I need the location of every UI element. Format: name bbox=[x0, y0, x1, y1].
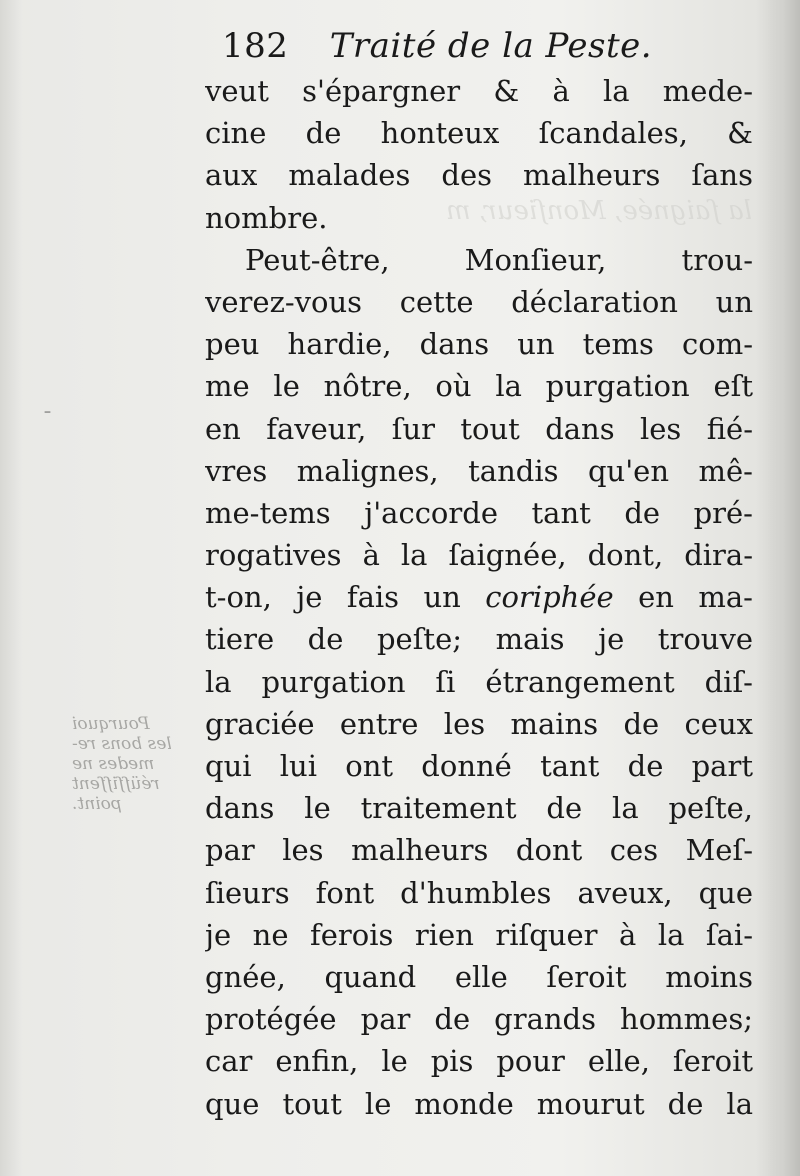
text-line: veut s'épargner & à la mede- bbox=[205, 74, 753, 108]
show-through-note-line: Pourquoi bbox=[72, 714, 150, 734]
text-run: en ma- bbox=[613, 580, 753, 615]
show-through-margin-note bbox=[72, 714, 192, 814]
text-line: peu hardie, dans un tems com- bbox=[205, 327, 753, 362]
text-line: que tout le monde mourut de la bbox=[205, 1086, 753, 1121]
text-line: graciée entre les mains de ceux bbox=[205, 706, 753, 741]
italic-word: coriphée bbox=[485, 580, 614, 615]
show-through-text: la ſaignée, Monſieur, m bbox=[445, 196, 752, 226]
text-line: cine de honteux ſcandales, & bbox=[205, 116, 753, 151]
text-line: en faveur, ſur tout dans les fié- bbox=[205, 411, 753, 446]
text-line: la purgation ſi étrangement diſ- bbox=[205, 664, 753, 699]
text-line: protégée par de grands hommes; bbox=[205, 1002, 753, 1037]
show-through-note-line: réüſſiſſent bbox=[72, 774, 160, 794]
text-line: me-tems j'accorde tant de pré- bbox=[205, 495, 753, 530]
page-gutter-shadow bbox=[0, 0, 22, 1176]
text-line: tiere de peſte; mais je trouve bbox=[205, 622, 753, 657]
page-header bbox=[222, 20, 752, 72]
text-line: me le nôtre, où la purgation eſt bbox=[205, 369, 753, 404]
text-line: qui lui ont donné tant de part bbox=[205, 749, 753, 783]
text-line: ſieurs font d'humbles aveux, que bbox=[205, 875, 753, 910]
show-through-note-line: point. bbox=[72, 794, 122, 814]
text-line: car enfin, le pis pour elle, ſeroit bbox=[205, 1044, 753, 1079]
facing-page-edge bbox=[756, 0, 800, 1176]
text-line: par les malheurs dont ces Meſ- bbox=[205, 833, 753, 868]
show-through-note-line: les bons re- bbox=[72, 734, 172, 754]
body-text bbox=[205, 70, 753, 1125]
running-title: Traité de la Peste. bbox=[329, 26, 653, 66]
text-line: verez-vous cette déclaration un bbox=[205, 284, 753, 319]
text-line: nombre. bbox=[205, 200, 328, 235]
text-line: dans le traitement de la peſte, bbox=[205, 791, 753, 826]
text-line: gnée, quand elle ſeroit moins bbox=[205, 959, 753, 994]
text-line: vres malignes, tandis qu'en mê- bbox=[205, 453, 753, 488]
margin-mark: – bbox=[44, 404, 51, 420]
text-line: aux malades des malheurs ſans bbox=[205, 158, 753, 193]
text-line: rogatives à la ſaignée, dont, dira- bbox=[205, 538, 753, 573]
text-line: je ne ferois rien riſquer à la ſai- bbox=[205, 917, 753, 952]
page-number: 182 bbox=[222, 26, 289, 66]
show-through-note-line: medes ne bbox=[72, 754, 155, 774]
text-run: t-on, je fais un bbox=[205, 580, 486, 615]
text-line-with-italic bbox=[205, 576, 753, 618]
text-line: Peut-être, Monſieur, trou- bbox=[245, 242, 753, 277]
